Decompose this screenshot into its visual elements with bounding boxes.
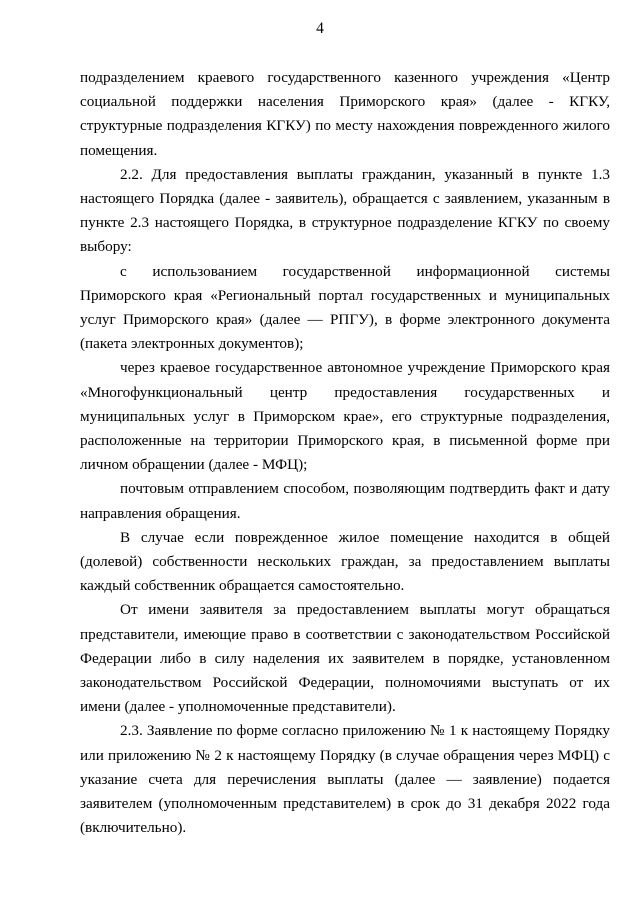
paragraph-rpgu-option: с использованием государственной информационной системы Приморского края «Региональный портал государственных и муниципальных услуг Приморского края» (далее — РПГУ), в форме электронного документа (пакета электронных документов);: [80, 262, 610, 353]
paragraph-2-3: 2.3. Заявление по форме согласно приложению № 1 к настоящему Порядку или приложению № 2 к настоящему Порядку (в случае обращения через МФЦ) с указание счета для перечисления выплаты (далее — заявление) подается заявителем (уполномоченным представителем) в срок до 31 декабря 2022 года (включительно).: [80, 722, 610, 837]
paragraph-2-2: 2.2. Для предоставления выплаты гражданин, указанный в пункте 1.3 настоящего Порядка (далее - заявитель), обращается с заявлением, указанным в пункте 2.3 настоящего Порядка, в структурное подразделение КГКУ по своему выбору:: [80, 165, 610, 256]
page-number: 4: [316, 20, 324, 37]
paragraph-postal-option: почтовым отправлением способом, позволяющим подтвердить факт и дату направления обращения.: [80, 480, 610, 522]
paragraph-shared-ownership: В случае если поврежденное жилое помещение находится в общей (долевой) собственности нескольких граждан, за предоставлением выплаты каждый собственник обращается самостоятельно.: [80, 528, 610, 595]
paragraph-representatives: От имени заявителя за предоставлением выплаты могут обращаться представители, имеющие право в соответствии с законодательством Российской Федерации либо в силу наделения их заявителем в порядке, установленном законодательством Российской Федерации, полномочиями выступать от их имени (далее - уполномоченные представители).: [80, 601, 610, 716]
paragraph-continuation: подразделением краевого государственного казенного учреждения «Центр социальной поддержки населения Приморского края» (далее - КГКУ, структурные подразделения КГКУ) по месту нахождения поврежденного жилого помещения.: [80, 69, 610, 159]
paragraph-mfc-option: через краевое государственное автономное учреждение Приморского края «Многофункциональный центр предоставления государственных и муниципальных услуг в Приморском крае», его структурные подразделения, расположенные на территории Приморского края, в письменной форме при личном обращении (далее - МФЦ);: [80, 359, 610, 474]
document-body: [80, 66, 610, 841]
